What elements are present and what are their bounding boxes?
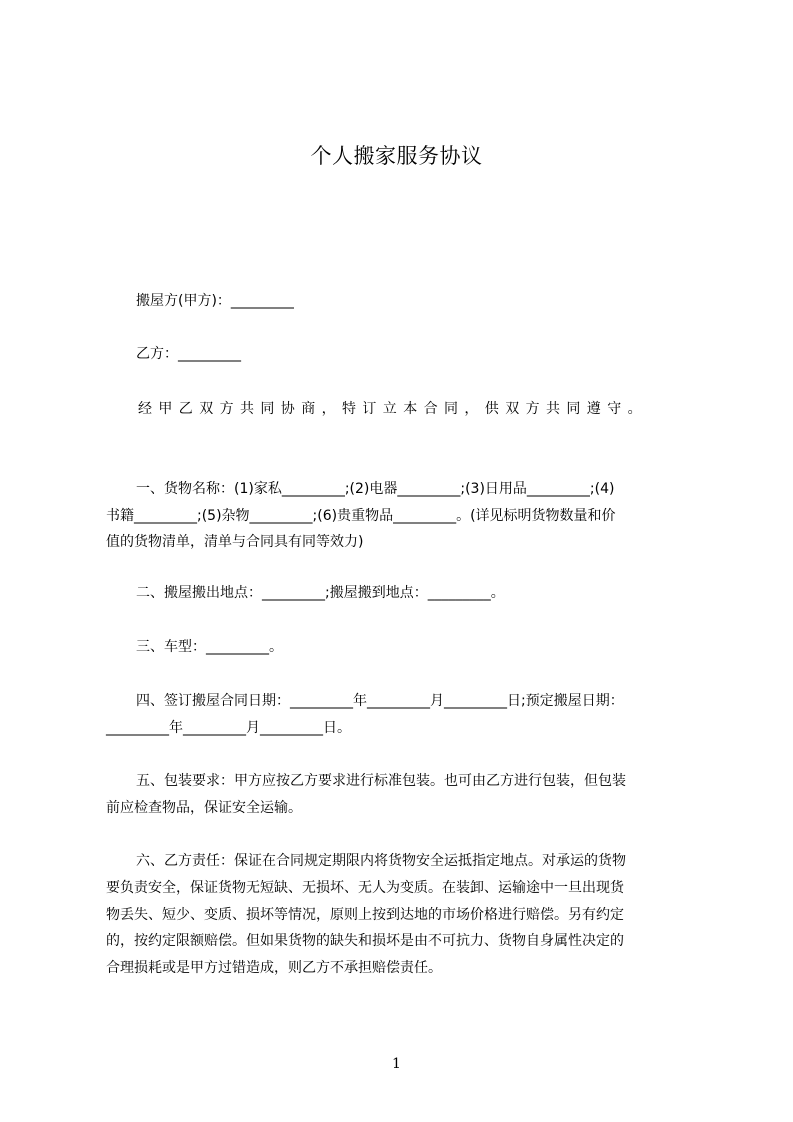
clause4-line1: 四、签订搬屋合同日期：_________年_________月_________日;预定搬屋日期： xyxy=(136,693,624,709)
clause2-line: 二、搬屋搬出地点：_________;搬屋搬到地点：_________。 xyxy=(136,585,505,601)
clause1-line1: 一、货物名称：(1)家私_________;(2)电器_________;(3)日用品_________;(4) xyxy=(136,481,615,497)
party-a-line: 搬屋方(甲方)：_________ xyxy=(136,293,294,309)
clause6-line5: 合理损耗或是甲方过错造成，则乙方不承担赔偿责任。 xyxy=(106,960,442,976)
clause5-line1: 五、包装要求：甲方应按乙方要求进行标准包装。也可由乙方进行包装，但包装 xyxy=(136,773,626,789)
clause6-line1: 六、乙方责任：保证在合同规定期限内将货物安全运抵指定地点。对承运的货物 xyxy=(136,853,626,869)
clause1-line2: 书籍_________;(5)杂物_________;(6)贵重物品_________。(详见标明货物数量和价 xyxy=(106,508,616,524)
party-b-line: 乙方：_________ xyxy=(136,346,241,362)
clause6-line3: 物丢失、短少、变质、损坏等情况，原则上按到达地的市场价格进行赔偿。另有约定 xyxy=(106,907,624,923)
clause6-line2: 要负责安全，保证货物无短缺、无损坏、无人为变质。在装卸、运输途中一旦出现货 xyxy=(106,880,624,896)
clause1-line3: 值的货物清单，清单与合同具有同等效力) xyxy=(106,534,364,550)
page-number: 1 xyxy=(392,1056,401,1072)
preamble-line: 经甲乙双方共同协商，特订立本合同，供双方共同遵守。 xyxy=(138,401,648,417)
clause4-line2: _________年_________月_________日。 xyxy=(106,720,351,736)
clause3-line: 三、车型：_________。 xyxy=(136,639,283,655)
clause6-line4: 的，按约定限额赔偿。但如果货物的缺失和损坏是由不可抗力、货物自身属性决定的 xyxy=(106,933,624,949)
clause5-line2: 前应检查物品，保证安全运输。 xyxy=(106,800,302,816)
page-title: 个人搬家服务协议 xyxy=(310,144,483,168)
